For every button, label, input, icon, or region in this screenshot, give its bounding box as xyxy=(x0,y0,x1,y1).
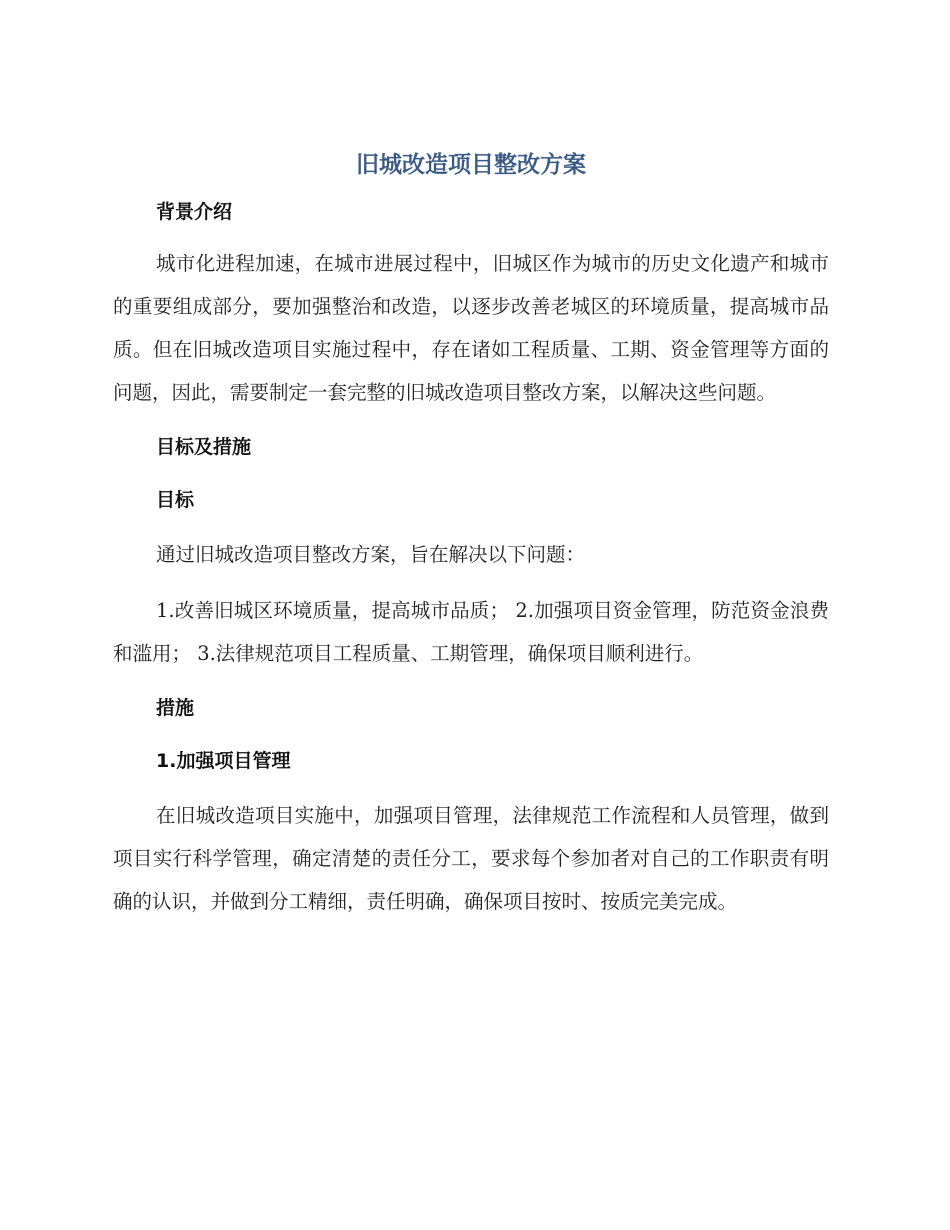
background-heading: 背景介绍 xyxy=(156,201,233,223)
goal-list-paragraph: 1.改善旧城区环境质量，提高城市品质； 2.加强项目资金管理，防范资金浪费和滥用； 3.法律规范项目工程质量、工期管理，确保项目顺利进行。 xyxy=(113,599,829,665)
measure-1-paragraph: 在旧城改造项目实施中，加强项目管理，法律规范工作流程和人员管理，做到项目实行科学管理，确定清楚的责任分工，要求每个参加者对自己的工作职责有明确的认识，并做到分工精细，责任明确，确保项目按时、按质完美完成。 xyxy=(113,804,829,913)
measure-1-heading: 1.加强项目管理 xyxy=(156,750,291,772)
goals-measures-heading: 目标及措施 xyxy=(156,436,252,458)
document-title: 旧城改造项目整改方案 xyxy=(356,152,586,178)
document-body xyxy=(113,146,829,923)
measures-heading: 措施 xyxy=(156,697,195,719)
goal-heading: 目标 xyxy=(156,489,195,511)
background-paragraph: 城市化进程加速，在城市进展过程中，旧城区作为城市的历史文化遗产和城市的重要组成部分，要加强整治和改造，以逐步改善老城区的环境质量，提高城市品质。但在旧城改造项目实施过程中，存在诸如工程质量、工期、资金管理等方面的问题，因此，需要制定一套完整的旧城改造项目整改方案，以解决这些问题。 xyxy=(113,252,829,404)
goal-intro-paragraph: 通过旧城改造项目整改方案，旨在解决以下问题： xyxy=(156,543,586,566)
